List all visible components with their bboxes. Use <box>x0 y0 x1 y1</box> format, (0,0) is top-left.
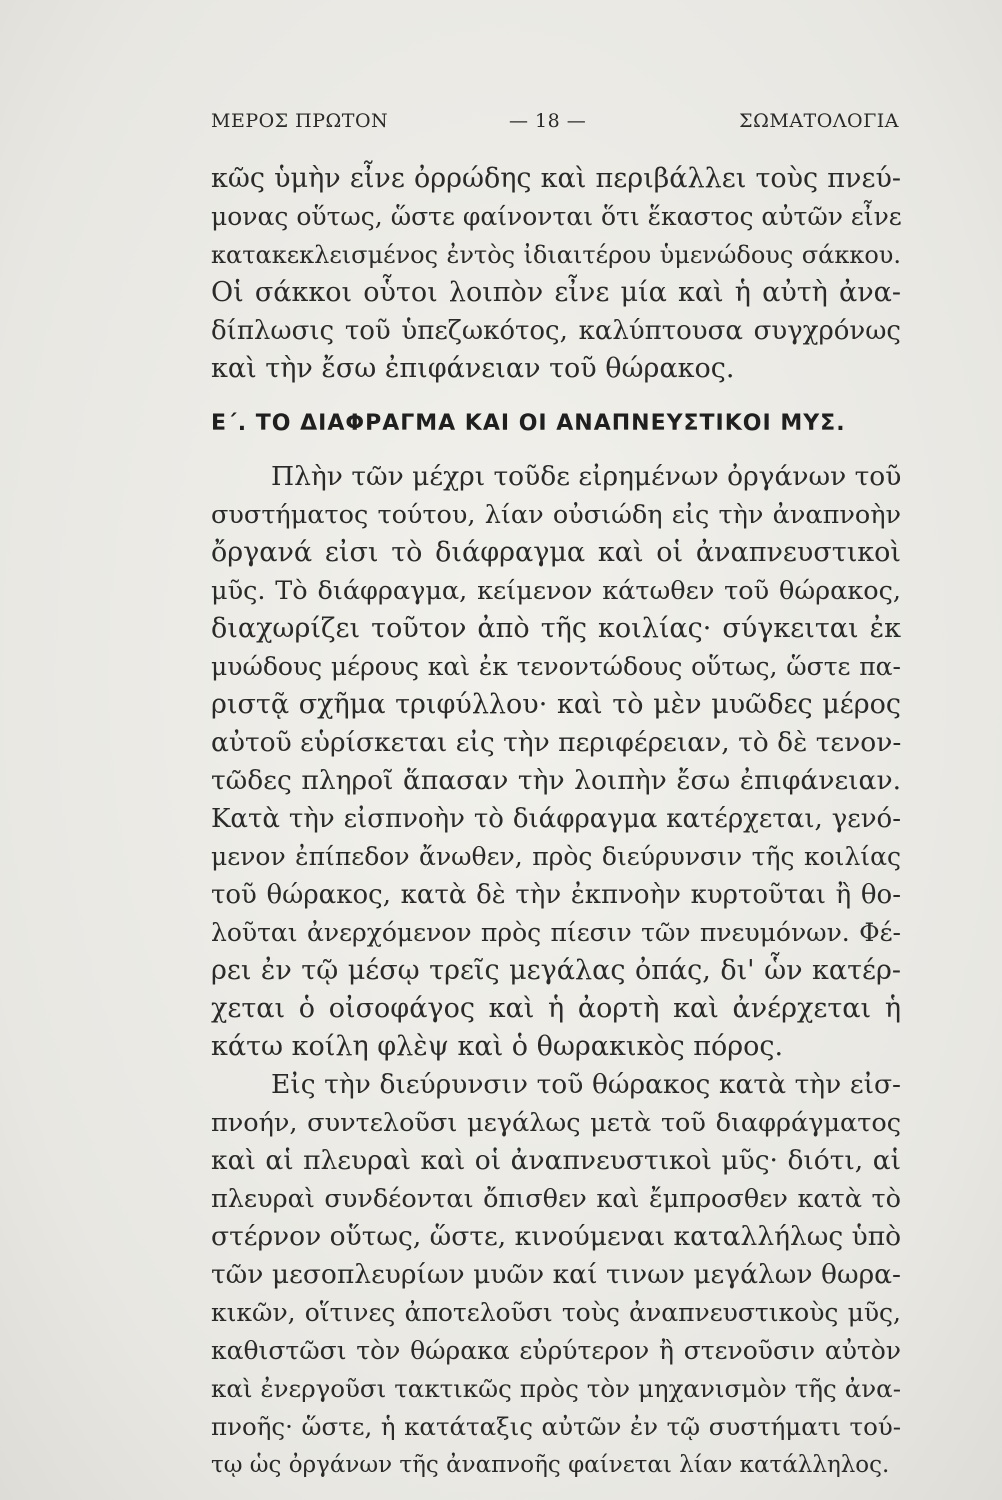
text-line: μῦς. Τὸ διάφραγμα, κείμενον κάτωθεν τοῦ θώρακος, <box>211 576 901 606</box>
section-heading: Ε΄. ΤΟ ΔΙΑΦΡΑΓΜΑ ΚΑΙ ΟΙ ΑΝΑΠΝΕΥΣΤΙΚΟΙ ΜΥΣ. <box>211 411 846 436</box>
text-line: καὶ αἱ πλευραὶ καὶ οἱ ἀναπνευστικοὶ μῦς· διότι, αἱ <box>211 1145 901 1176</box>
text-line: κικῶν, οἵτινες ἀποτελοῦσι τοὺς ἀναπνευστικοὺς μῦς, <box>211 1298 901 1327</box>
text-line: Οἱ σάκκοι οὗτοι λοιπὸν εἶνε μία καὶ ἡ αὐτὴ ἀνα- <box>211 277 901 308</box>
text-line: λοῦται ἀνερχόμενον πρὸς πίεσιν τῶν πνευμόνων. Φέ- <box>211 918 901 947</box>
text-line: τῶν μεσοπλευρίων μυῶν καί τινων μεγάλων θωρα- <box>211 1259 901 1290</box>
text-line: δίπλωσις τοῦ ὑπεζωκότος, καλύπτουσα συγχρόνως <box>211 316 901 346</box>
text-line: διαχωρίζει τοῦτον ἀπὸ τῆς κοιλίας· σύγκειται ἐκ <box>211 613 901 644</box>
paragraph-1 <box>211 160 901 388</box>
header-part-title: ΜΕΡΟΣ ΠΡΩΤΟΝ <box>211 110 389 132</box>
text-line: Κατὰ τὴν εἰσπνοὴν τὸ διάφραγμα κατέρχεται, γενό- <box>211 804 901 834</box>
text-line: ὄργανά εἰσι τὸ διάφραγμα καὶ οἱ ἀναπνευστικοὶ <box>211 537 901 568</box>
text-line: ρει ἐν τῷ μέσῳ τρεῖς μεγάλας ὀπάς, δι' ὧν κατέρ- <box>211 955 901 986</box>
text-line: χεται ὁ οἰσοφάγος καὶ ἡ ἀορτὴ καὶ ἀνέρχεται ἡ <box>211 993 901 1024</box>
text-line: κάτω κοίλη φλὲψ καὶ ὁ θωρακικὸς πόρος. <box>211 1031 784 1062</box>
text-line: αὐτοῦ εὑρίσκεται εἰς τὴν περιφέρειαν, τὸ δὲ τενον- <box>211 727 902 758</box>
text-line: καὶ τὴν ἔσω ἐπιφάνειαν τοῦ θώρακος. <box>211 353 735 384</box>
text-line: κατακεκλεισμένος ἐντὸς ἰδιαιτέρου ὑμενώδους σάκκου. <box>211 241 901 269</box>
text-line: συστήματος τούτου, λίαν οὐσιώδη εἰς τὴν ἀναπνοὴν <box>211 500 901 530</box>
text-line: κῶς ὑμὴν εἶνε ὀρρώδης καὶ περιβάλλει τοὺς πνεύ- <box>211 163 901 194</box>
text-line: καθιστῶσι τὸν θώρακα εὐρύτερον ἢ στενοῦσιν αὐτὸν <box>211 1336 901 1365</box>
text-line: πλευραὶ συνδέονται ὄπισθεν καὶ ἔμπροσθεν κατὰ τὸ <box>211 1184 901 1214</box>
running-header <box>211 110 899 146</box>
text-line: μενον ἐπίπεδον ἄνωθεν, πρὸς διεύρυνσιν τῆς κοιλίας <box>211 842 901 871</box>
page-number: — 18 — <box>509 110 587 132</box>
paragraph-3 <box>211 1066 901 1484</box>
paragraph-2 <box>211 458 901 1066</box>
body-text <box>211 160 901 1484</box>
text-line: καὶ ἐνεργοῦσι τακτικῶς πρὸς τὸν μηχανισμὸν τῆς ἀνα- <box>211 1374 901 1403</box>
text-line: τῶδες πληροῖ ἅπασαν τὴν λοιπὴν ἔσω ἐπιφάνειαν. <box>211 765 901 796</box>
text-line: πνοῆς· ὥστε, ἡ κατάταξις αὐτῶν ἐν τῷ συστήματι τού- <box>211 1412 901 1441</box>
text-line: ριστᾷ σχῆμα τριφύλλου· καὶ τὸ μὲν μυῶδες μέρος <box>211 689 901 720</box>
text-line: τῳ ὡς ὀργάνων τῆς ἀναπνοῆς φαίνεται λίαν κατάλληλος. <box>211 1452 890 1478</box>
text-line: μονας οὕτως, ὥστε φαίνονται ὅτι ἕκαστος αὐτῶν εἶνε <box>211 202 902 231</box>
text-line: μυώδους μέρους καὶ ἐκ τενοντώδους οὕτως, ὥστε πα- <box>211 652 901 681</box>
text-line: Εἰς τὴν διεύρυνσιν τοῦ θώρακος κατὰ τὴν εἰσ- <box>271 1069 901 1100</box>
text-line: στέρνον οὕτως, ὥστε, κινούμεναι καταλλήλως ὑπὸ <box>211 1221 902 1252</box>
text-line: πνοήν, συντελοῦσι μεγάλως μετὰ τοῦ διαφράγματος <box>211 1108 901 1138</box>
header-section-title: ΣΩΜΑΤΟΛΟΓΙΑ <box>739 110 899 132</box>
text-line: τοῦ θώρακος, κατὰ δὲ τὴν ἐκπνοὴν κυρτοῦται ἢ θο- <box>211 880 901 910</box>
text-line: Πλὴν τῶν μέχρι τοῦδε εἰρημένων ὀργάνων τοῦ <box>271 461 902 492</box>
